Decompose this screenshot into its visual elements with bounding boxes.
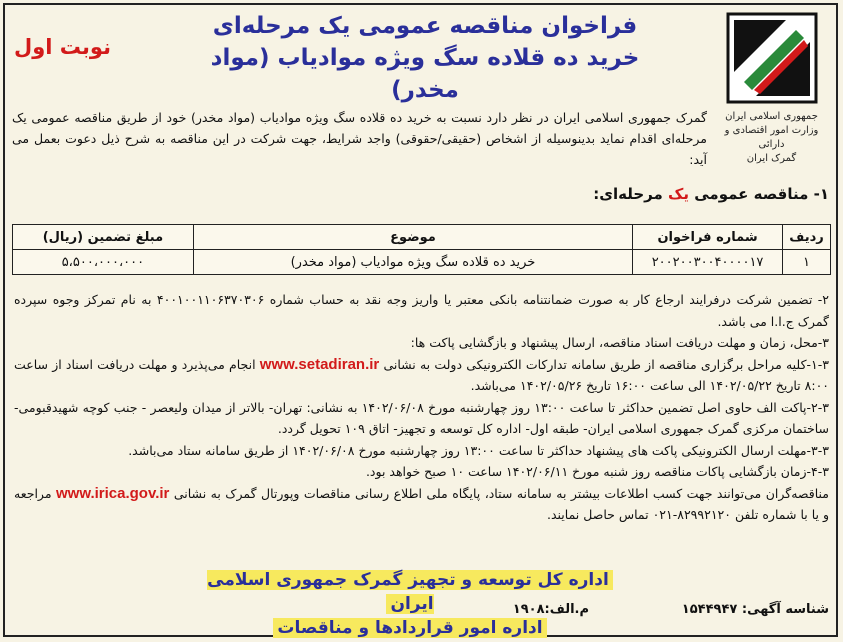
paragraph-3-1-a: ۱-۳-کلیه مراحل برگزاری مناقصه از طریق سامانه تدارکات الکترونیکی دولت به نشانی (383, 356, 829, 372)
org-line-1: اداره کل توسعه و تجهیز گمرک جمهوری اسلامی ایران (207, 570, 613, 614)
cell-guarantee: ۵،۵۰۰،۰۰۰،۰۰۰ (13, 250, 194, 275)
paragraph-3-4: ۴-۳-زمان بازگشایی پاکات مناقصه روز شنبه مورخ ۱۴۰۲/۰۶/۱۱ ساعت ۱۰ صبح خواهد بود. (365, 464, 829, 479)
title-line-2: خرید ده قلاده سگ ویژه موادیاب (مواد مخدر) (210, 45, 640, 103)
paragraph-3-1-b: انجام می‌پذیرد و مهلت دریافت اسناد از ساعت ۸:۰۰ تاریخ ۱۴۰۲/۰۵/۲۲ الی ساعت ۱۶:۰۰ تاریخ ۱۴۰۲/۰۵/۲۶ می‌باشد. (14, 356, 829, 393)
round-label: نوبت اول (14, 35, 111, 59)
ma-number: م.الف:۱۹۰۸ (512, 602, 589, 617)
notice-title (190, 10, 660, 106)
customs-logo-icon (726, 12, 818, 104)
title-line-1: فراخوان مناقصه عمومی یک مرحله‌ای (212, 13, 638, 39)
section-1-suffix: مرحله‌ای: (593, 185, 663, 203)
cell-call-number: ۲۰۰۲۰۰۳۰۰۴۰۰۰۰۱۷ (633, 250, 783, 275)
paragraph-3-3: ۳-۳-مهلت ارسال الکترونیکی پاکت های پیشنهاد حداکثر تا ساعت ۱۳:۰۰ روز چهارشنبه مورخ ۱۴۰۲/۰۶/۰۸ از طریق سامانه ستاد می‌باشد. (128, 442, 829, 458)
paragraph-3-1 (14, 354, 829, 397)
section-1-prefix: ۱- مناقصه عمومی (694, 185, 829, 203)
header-call-number: شماره فراخوان (633, 225, 783, 250)
header-guarantee: مبلغ تضمین (ریال) (13, 225, 194, 250)
logo-line-2: وزارت امور اقتصادی و دارائی (724, 125, 819, 150)
cell-subject: خرید ده قلاده سگ ویژه موادیاب (مواد مخدر) (193, 250, 632, 275)
ad-id: شناسه آگهی: ۱۵۴۴۹۴۷ (681, 602, 829, 617)
logo-line-3: گمرک ایران (746, 153, 797, 164)
paragraph-4-b: مراجعه و یا با شماره تلفن ۸۲۹۹۲۱۲۰-۰۲۱ تماس حاصل نمایند. (14, 485, 829, 522)
header-subject: موضوع (193, 225, 632, 250)
cell-row-number: ۱ (783, 250, 831, 275)
tender-table (12, 224, 831, 275)
customs-logo-block (714, 12, 829, 166)
paragraph-4 (14, 483, 829, 526)
setadiran-link[interactable]: www.setadiran.ir (259, 355, 380, 373)
table-header-row (13, 225, 831, 250)
paragraph-3-2: ۲-۳-پاکت الف حاوی اصل تضمین حداکثر تا ساعت ۱۳:۰۰ روز چهارشنبه مورخ ۱۴۰۲/۰۶/۰۸ به نشانی: تهران- بالاتر از میدان ولیعصر - جنب کوچه شهیدقبومی- ساختمان مرکزی گمرک جمهوری اسلامی ایران- طبقه اول- اداره کل توسعه و تجهیز- اتاق ۱۰۹ تحویل گردد. (14, 399, 829, 436)
intro-paragraph: گمرک جمهوری اسلامی ایران در نظر دارد نسبت به خرید ده قلاده سگ ویژه موادیاب (مواد مخدر) خود از طریق مناقصه عمومی یک مرحله‌ای اقدام نماید بدینوسیله از اشخاص (حقیقی/حقوقی) واجد شرایط، جهت شرکت در این مناقصه به شرح ذیل دعوت بعمل می آید: (12, 110, 707, 167)
section-1-highlight: یک (668, 185, 690, 203)
logo-line-1: جمهوری اسلامی ایران (725, 111, 818, 122)
paragraph-3: ۳-محل، زمان و مهلت دریافت اسناد مناقصه، ارسال پیشنهاد و بازگشایی پاکت ها: (410, 335, 829, 350)
irica-link[interactable]: www.irica.gov.ir (56, 484, 170, 502)
paragraph-4-a: مناقصه‌گران می‌توانند جهت کسب اطلاعات بیشتر به سامانه ستاد، پایگاه ملی اطلاع رسانی مناقصات وپورتال گمرک به نشانی (173, 485, 829, 501)
paragraph-2: ۲- تضمین شرکت درفرایند ارجاع کار به صورت ضمانتنامه بانکی معتبر یا واریز وجه نقد به حساب شماره ۴۰۰۱۰۰۱۱۰۶۳۷۰۳۰۶ به نام تمرکز وجوه سپرده گمرک ج.ا.ا می باشد. (14, 292, 829, 329)
notice-body (14, 289, 829, 526)
org-line-2: اداره امور قراردادها و مناقصات (273, 618, 546, 638)
header-row-number: ردیف (783, 225, 831, 250)
table-row (13, 250, 831, 275)
section-1-heading (593, 185, 829, 203)
